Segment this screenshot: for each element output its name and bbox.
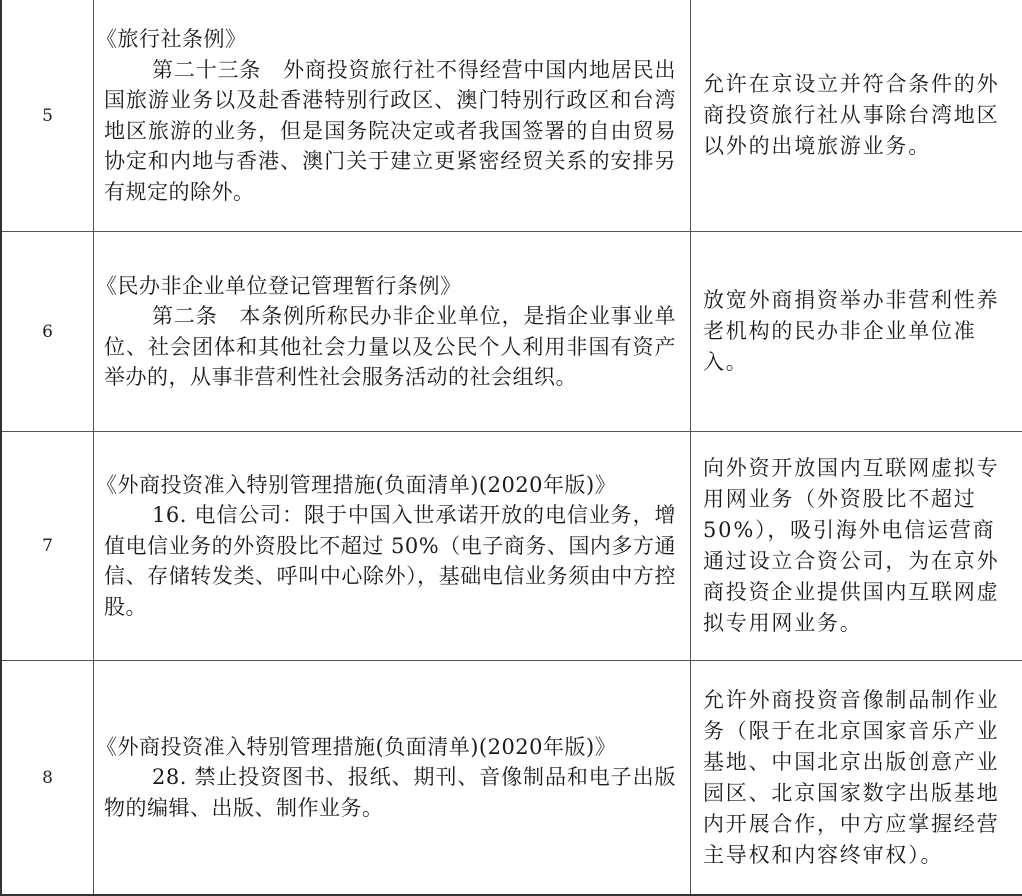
- table-row: [2, 232, 1022, 432]
- table-row: [2, 661, 1022, 894]
- regulation-title: 《民办非企业单位登记管理暂行条例》: [96, 273, 462, 298]
- row-number: 7: [2, 432, 94, 660]
- table-row: [2, 432, 1022, 661]
- measure-cell: 向外资开放国内互联网虚拟专用网业务（外资股比不超过50%），吸引海外电信运营商通过设立合资公司，为在京外商投资企业提供国内互联网虚拟专用网业务。: [703, 456, 1000, 635]
- measure-cell: 允许外商投资音像制品制作业务（限于在北京国家音乐产业基地、中国北京出版创意产业园区、北京国家数字出版基地内开展合作，中方应掌握经营主导权和内容终审权）。: [703, 687, 1000, 867]
- measure-cell: 允许在京设立并符合条件的外商投资旅行社从事除台湾地区以外的出境旅游业务。: [703, 72, 1000, 158]
- table-row: [2, 0, 1022, 232]
- regulation-text: 28. 禁止投资图书、报纸、期刊、音像制品和电子出版物的编辑、出版、制作业务。: [104, 765, 676, 820]
- regulation-text: 第二十三条 外商投资旅行社不得经营中国内地居民出国旅游业务以及赴香港特别行政区、澳门特别行政区和台湾地区旅游的业务，但是国务院决定或者我国签署的自由贸易协定和内地与香港、澳门关于建立更紧密经贸关系的安排另有规定的除外。: [104, 57, 676, 204]
- regulation-title: 《外商投资准入特别管理措施(负面清单)(2020年版)》: [96, 734, 617, 759]
- regulation-cell: [94, 0, 691, 231]
- measure-cell: 放宽外商捐资举办非营利性养老机构的民办非企业单位准入。: [703, 288, 1000, 374]
- row-number: 5: [2, 0, 94, 231]
- row-number: 6: [2, 232, 94, 431]
- row-number: 8: [2, 661, 94, 894]
- regulation-text: 16. 电信公司：限于中国入世承诺开放的电信业务，增值电信业务的外资股比不超过 50%（电子商务、国内多方通信、存储转发类、呼叫中心除外），基础电信业务须由中方控股。: [104, 503, 676, 619]
- regulation-cell: [94, 661, 691, 894]
- regulation-title: 《外商投资准入特别管理措施(负面清单)(2020年版)》: [96, 472, 617, 497]
- regulation-text: 第二条 本条例所称民办非企业单位，是指企业事业单位、社会团体和其他社会力量以及公民个人利用非国有资产举办的，从事非营利性社会服务活动的社会组织。: [104, 304, 676, 389]
- regulation-cell: [94, 432, 691, 660]
- regulation-title: 《旅行社条例》: [96, 27, 247, 51]
- regulation-cell: [94, 232, 691, 431]
